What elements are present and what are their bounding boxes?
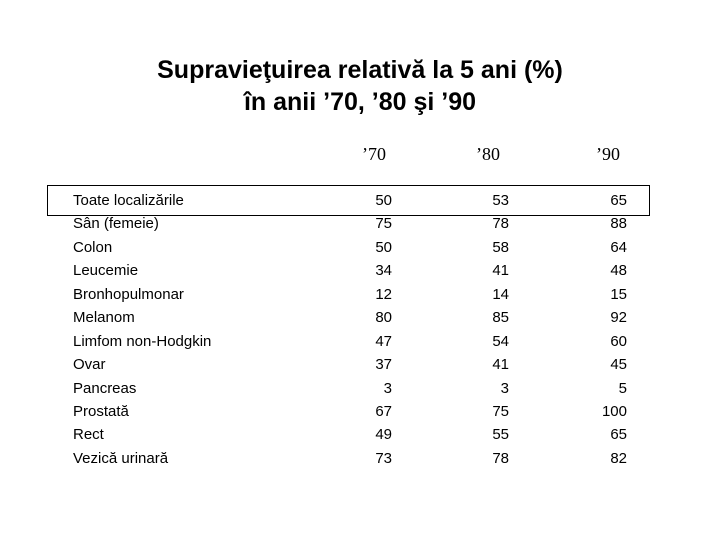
table-row (0, 330, 720, 353)
value-90: 45 (610, 356, 627, 374)
value-70: 80 (375, 309, 392, 327)
page-subtitle: în anii ’70, ’80 şi ’90 (243, 88, 477, 116)
row-label: Ovar (73, 356, 106, 374)
row-label: Colon (73, 238, 113, 256)
value-90: 82 (610, 449, 627, 467)
row-label: Limfom non-Hodgkin (73, 332, 212, 350)
value-90: 100 (601, 402, 627, 420)
table-row (0, 353, 720, 376)
value-90: 88 (610, 215, 627, 233)
table-row (0, 259, 720, 282)
value-80: 41 (492, 356, 509, 374)
value-80: 53 (492, 192, 509, 209)
row-label: Pancreas (73, 379, 137, 397)
row-label: Toate localizările (73, 192, 184, 209)
value-70: 3 (383, 379, 392, 397)
value-70: 47 (375, 332, 392, 350)
value-80: 54 (492, 332, 509, 350)
value-90: 5 (618, 379, 627, 397)
value-80: 14 (492, 285, 509, 303)
value-70: 67 (375, 402, 392, 420)
table-row (0, 283, 720, 306)
row-label: Vezică urinară (73, 449, 169, 467)
value-80: 78 (492, 449, 509, 467)
value-90: 48 (610, 262, 627, 280)
value-70: 34 (375, 262, 392, 280)
value-70: 75 (375, 215, 392, 233)
table-row (0, 377, 720, 400)
value-80: 3 (500, 379, 509, 397)
value-80: 55 (492, 426, 509, 444)
value-80: 78 (492, 215, 509, 233)
table-row (0, 447, 720, 470)
table-row (0, 189, 720, 212)
value-80: 58 (492, 238, 509, 256)
column-header-80: ’80 (476, 144, 500, 164)
value-70: 49 (375, 426, 392, 444)
value-90: 65 (610, 192, 627, 209)
value-90: 92 (610, 309, 627, 327)
value-70: 50 (375, 238, 392, 256)
table-row (0, 236, 720, 259)
table-row (0, 400, 720, 423)
value-70: 50 (375, 192, 392, 209)
value-90: 15 (610, 285, 627, 303)
value-90: 60 (610, 332, 627, 350)
column-header-70: ’70 (362, 144, 386, 164)
value-70: 37 (375, 356, 392, 374)
value-70: 73 (375, 449, 392, 467)
row-label: Prostată (73, 402, 129, 420)
row-label: Bronhopulmonar (73, 285, 184, 303)
row-label: Rect (73, 426, 104, 444)
row-label: Leucemie (73, 262, 139, 280)
row-label: Sân (femeie) (73, 215, 159, 233)
page-title: Supravieţuirea relativă la 5 ani (%) (157, 56, 563, 84)
column-header-90: ’90 (596, 144, 620, 164)
value-80: 75 (492, 402, 509, 420)
table-row (0, 423, 720, 446)
value-70: 12 (375, 285, 392, 303)
row-label: Melanom (73, 309, 135, 327)
table-row (0, 212, 720, 235)
value-80: 85 (492, 309, 509, 327)
value-90: 65 (610, 426, 627, 444)
value-90: 64 (610, 238, 627, 256)
value-80: 41 (492, 262, 509, 280)
table-row (0, 306, 720, 329)
survival-table (0, 189, 720, 470)
